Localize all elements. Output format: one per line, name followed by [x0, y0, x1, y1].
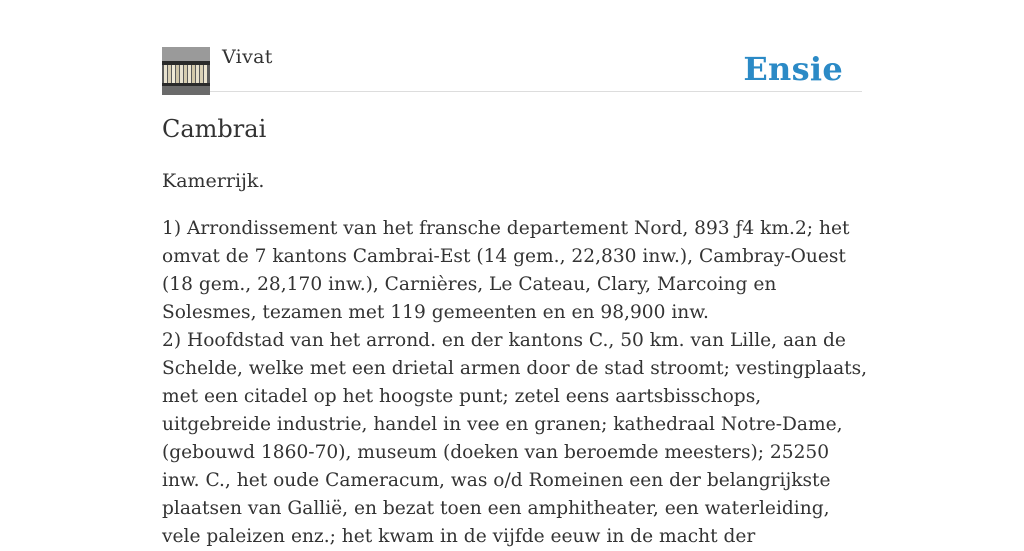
brand-logo[interactable]: Ensie	[743, 50, 843, 88]
paragraph: 2) Hoofdstad van het arrond. en der kantons C., 50 km. van Lille, aan de Schelde, welke met een drietal armen door de stad stroomt; vestingplaats, met een citadel op het hoogste punt; zetel eens aartsbisschops, uitgebreide industrie, handel in vee en granen; kathedraal Notre-Dame, (gebouwd 1860-70), museum (doeken van beroemde meesters); 25250 inw. C., het oude Cameracum, was o/d Romeinen een der belangrijkste plaatsen van Gallië, en bezat toen een amphitheater, een waterleiding, vele paleizen enz.; het kwam in de vijfde eeuw in de macht der	[162, 330, 868, 547]
page-subtitle: Kamerrijk.	[162, 170, 265, 192]
books-avatar-icon[interactable]	[162, 47, 210, 95]
author-name[interactable]: Vivat	[222, 46, 273, 68]
page-container	[162, 0, 868, 547]
paragraph: 1) Arrondissement van het fransche departement Nord, 893 ƒ4 km.2; het omvat de 7 kantons Cambrai-Est (14 gem., 22,830 inw.), Cambray-Ouest (18 gem., 28,170 inw.), Carnières, Le Cateau, Clary, Marcoing en Solesmes, tezamen met 119 gemeenten en en 98,900 inw.	[162, 218, 850, 323]
header	[162, 0, 862, 92]
article-body	[162, 215, 872, 551]
page-title: Cambrai	[162, 115, 267, 143]
